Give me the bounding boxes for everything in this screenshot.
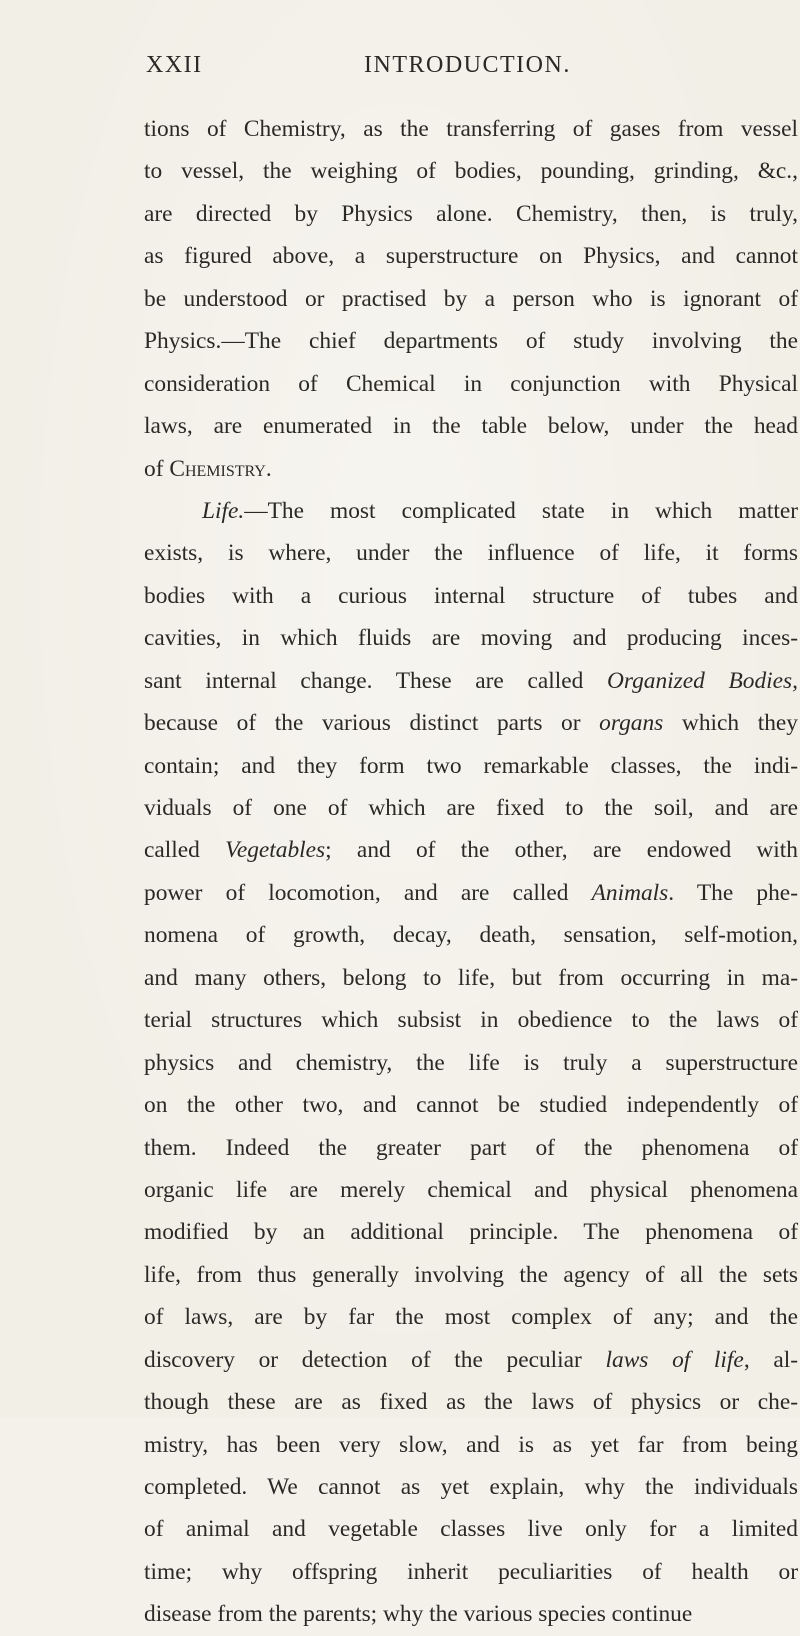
text-line: laws, are enumerated in the table below, under the head — [144, 413, 798, 440]
body-text — [144, 108, 798, 1636]
text-line — [144, 829, 798, 871]
text-line: of animal and vegetable classes live only for a limited — [144, 1516, 798, 1543]
text-line — [144, 1339, 798, 1381]
page-number: XXII — [146, 52, 203, 78]
running-head: INTRODUCTION. — [364, 52, 571, 78]
text-line: as figured above, a superstructure on Physics, and cannot — [144, 243, 798, 270]
text-line: terial structures which subsist in obedience to the laws of — [144, 1007, 798, 1034]
text-line: to vessel, the weighing of bodies, pounding, grinding, &c., — [144, 158, 798, 185]
section-heading-chemistry: Chemistry. — [169, 455, 272, 482]
text-line: modified by an additional principle. The phenomena of — [144, 1219, 798, 1246]
text-fragment: ; and of the other, are endowed with — [325, 837, 799, 864]
section-heading-life: Life. — [202, 497, 245, 524]
text-line — [144, 490, 798, 532]
text-line: though these are as fixed as the laws of physics or che- — [144, 1389, 798, 1416]
page-header — [146, 52, 746, 92]
text-line — [144, 702, 798, 744]
text-fragment: power of locomotion, and are called — [144, 879, 592, 906]
text-line: bodies with a curious internal structure of tubes and — [144, 582, 798, 609]
text-line: are directed by Physics alone. Chemistry, then, is truly, — [144, 200, 798, 227]
text-fragment: discovery or detection of the peculiar — [144, 1346, 606, 1373]
text-fragment: . The phe- — [668, 879, 798, 906]
text-line: nomena of growth, decay, death, sensation, self-motion, — [144, 922, 798, 949]
text-line: mistry, has been very slow, and is as yet far from being — [144, 1431, 798, 1458]
text-line: them. Indeed the greater part of the phenomena of — [144, 1134, 798, 1161]
text-line — [144, 448, 798, 490]
text-line: cavities, in which fluids are moving and producing inces- — [144, 625, 798, 652]
text-line: life, from thus generally involving the agency of all the sets — [144, 1261, 798, 1288]
text-line — [144, 872, 798, 914]
text-fragment: which they — [663, 710, 798, 737]
text-line: of laws, are by far the most complex of any; and the — [144, 1304, 798, 1331]
text-line: disease from the parents; why the various species continue — [144, 1601, 693, 1628]
text-line: contain; and they form two remarkable classes, the indi- — [144, 752, 798, 779]
text-line: exists, is where, under the influence of life, it forms — [144, 540, 798, 567]
text-fragment: called — [144, 837, 226, 864]
italic-term: organs — [599, 710, 664, 737]
text-fragment: , al- — [743, 1346, 798, 1373]
text-line: be understood or practised by a person who is ignorant of — [144, 285, 798, 312]
text-fragment: sant internal change. These are called — [144, 667, 607, 694]
text-line: on the other two, and cannot be studied independently of — [144, 1092, 798, 1119]
italic-term: Animals — [591, 879, 669, 906]
italic-term: Vegetables — [225, 837, 326, 864]
text-line: organic life are merely chemical and physical phenomena — [144, 1176, 798, 1203]
text-fragment: —The most complicated state in which matter — [244, 497, 798, 524]
italic-term: laws of life — [605, 1346, 744, 1373]
text-line — [144, 660, 798, 702]
text-line: Physics.—The chief departments of study involving the — [144, 328, 798, 355]
italic-term: Organized Bodies, — [606, 667, 798, 694]
text-line: and many others, belong to life, but from occurring in ma- — [144, 964, 798, 991]
text-fragment: because of the various distinct parts or — [144, 710, 600, 737]
text-line: physics and chemistry, the life is truly a superstructure — [144, 1049, 798, 1076]
text-line: tions of Chemistry, as the transferring of gases from vessel — [144, 116, 798, 142]
text-line: time; why offspring inherit peculiarities of health or — [144, 1558, 798, 1585]
text-line: consideration of Chemical in conjunction with Physical — [144, 370, 798, 397]
text-fragment: of — [144, 455, 170, 482]
text-line: viduals of one of which are fixed to the soil, and are — [144, 795, 798, 821]
text-line: completed. We cannot as yet explain, why the individuals — [144, 1474, 798, 1500]
